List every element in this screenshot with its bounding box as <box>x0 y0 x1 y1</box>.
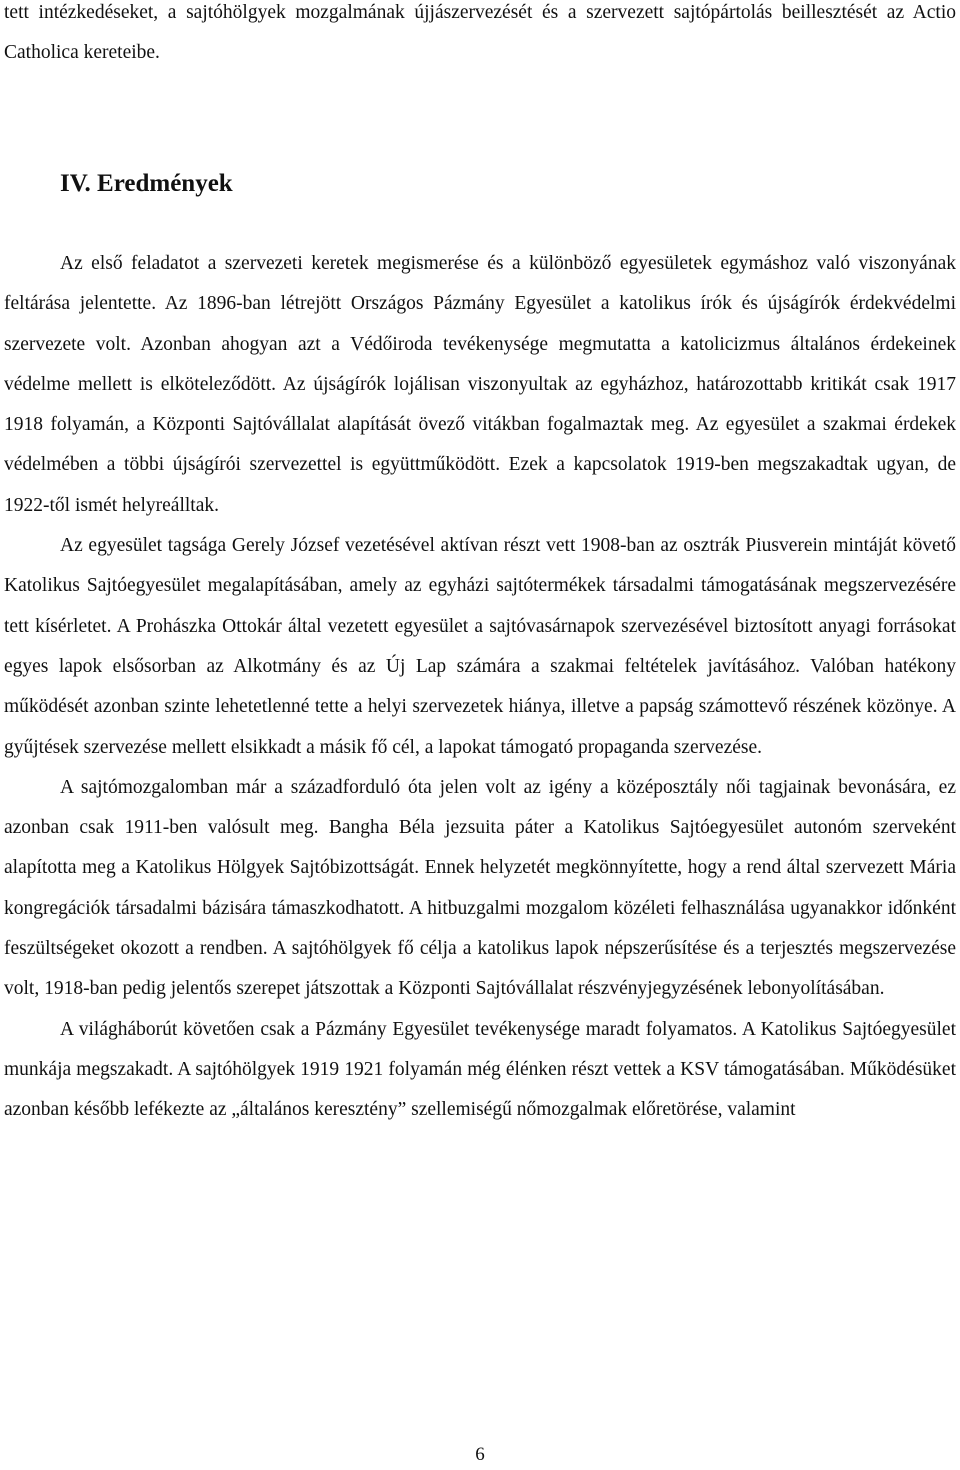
paragraph-3: A sajtómozgalomban már a századforduló óta jelen volt az igény a középosztály női tagjainak bevonására, ez azonban csak 1911-ben valósult meg. Bangha Béla jezsuita páter a Katolikus Sajtóegyesület autonóm szerveként alapította meg a Katolikus Hölgyek Sajtóbizottságát. Ennek helyzetét megkönnyítette, hogy a rend által szervezett Mária kongregációk társadalmi bázisára támaszkodhatott. A hitbuzgalmi mozgalom közéleti felhasználása ugyanakkor időnként feszültségeket okozott a rendben. A sajtóhölgyek fő célja a katolikus lapok népszerűsítése és a terjesztés megszervezése volt, 1918-ban pedig jelentős szerepet játszottak a Központi Sajtóvállalat részvényjegyzésének lebonyolításában. <box>4 776 956 1000</box>
section-heading: IV. Eredmények <box>60 170 233 197</box>
intro-paragraph: tett intézkedéseket, a sajtóhölgyek mozgalmának újjászervezését és a szervezett sajtópártolás beillesztését az Actio Catholica kereteibe. <box>4 2 956 64</box>
page-number: 6 <box>475 1444 485 1465</box>
paragraph-1: Az első feladatot a szervezeti keretek megismerése és a különböző egyesületek egymáshoz való viszonyának feltárása jelentette. Az 1896-ban létrejött Országos Pázmány Egyesület a katolikus írók és újságírók érdekvédelmi szervezete volt. Azonban ahogyan azt a Védőiroda tevékenysége megmutatta a katolicizmus általános érdekeinek védelme mellett is elköteleződött. Az újságírók lojálisan viszonyultak az egyházhoz, határozottabb kritikát csak 1917 1918 folyamán, a Központi Sajtóvállalat alapítását övező vitákban fogalmaztak meg. Az egyesület a szakmai érdekek védelmében a többi újságírói szervezettel is együttműködött. Ezek a kapcsolatok 1919-ben megszakadtak ugyan, de 1922-től ismét helyreálltak. <box>4 253 956 516</box>
paragraph-2: Az egyesület tagsága Gerely József vezetésével aktívan részt vett 1908-ban az osztrák Piusverein mintáját követő Katolikus Sajtóegyesület megalapításában, amely az egyházi sajtótermékek társadalmi támogatásának megszervezésére tett kísérletet. A Prohászka Ottokár által vezetett egyesület a sajtóvasárnapok szervezésével biztosított anyagi forrásokat egyes lapok elsősorban az Alkotmány és az Új Lap számára a szakmai feltételek javításához. Valóban hatékony működését azonban szinte lehetetlenné tette a helyi szervezetek hiánya, illetve a papság számottevő részének közönye. A gyűjtések szervezése mellett elsikkadt a másik fő cél, a lapokat támogató propaganda szervezése. <box>4 535 956 758</box>
paragraph-4: A világháborút követően csak a Pázmány Egyesület tevékenysége maradt folyamatos. A Katolikus Sajtóegyesület munkája megszakadt. A sajtóhölgyek 1919 1921 folyamán még élénken részt vettek a KSV támogatásában. Működésüket azonban később lefékezte az „általános keresztény” szellemiségű nőmozgalmak előretörése, valamint <box>4 1018 956 1121</box>
intro-text-block <box>4 0 956 74</box>
body-text-block <box>4 244 956 1131</box>
